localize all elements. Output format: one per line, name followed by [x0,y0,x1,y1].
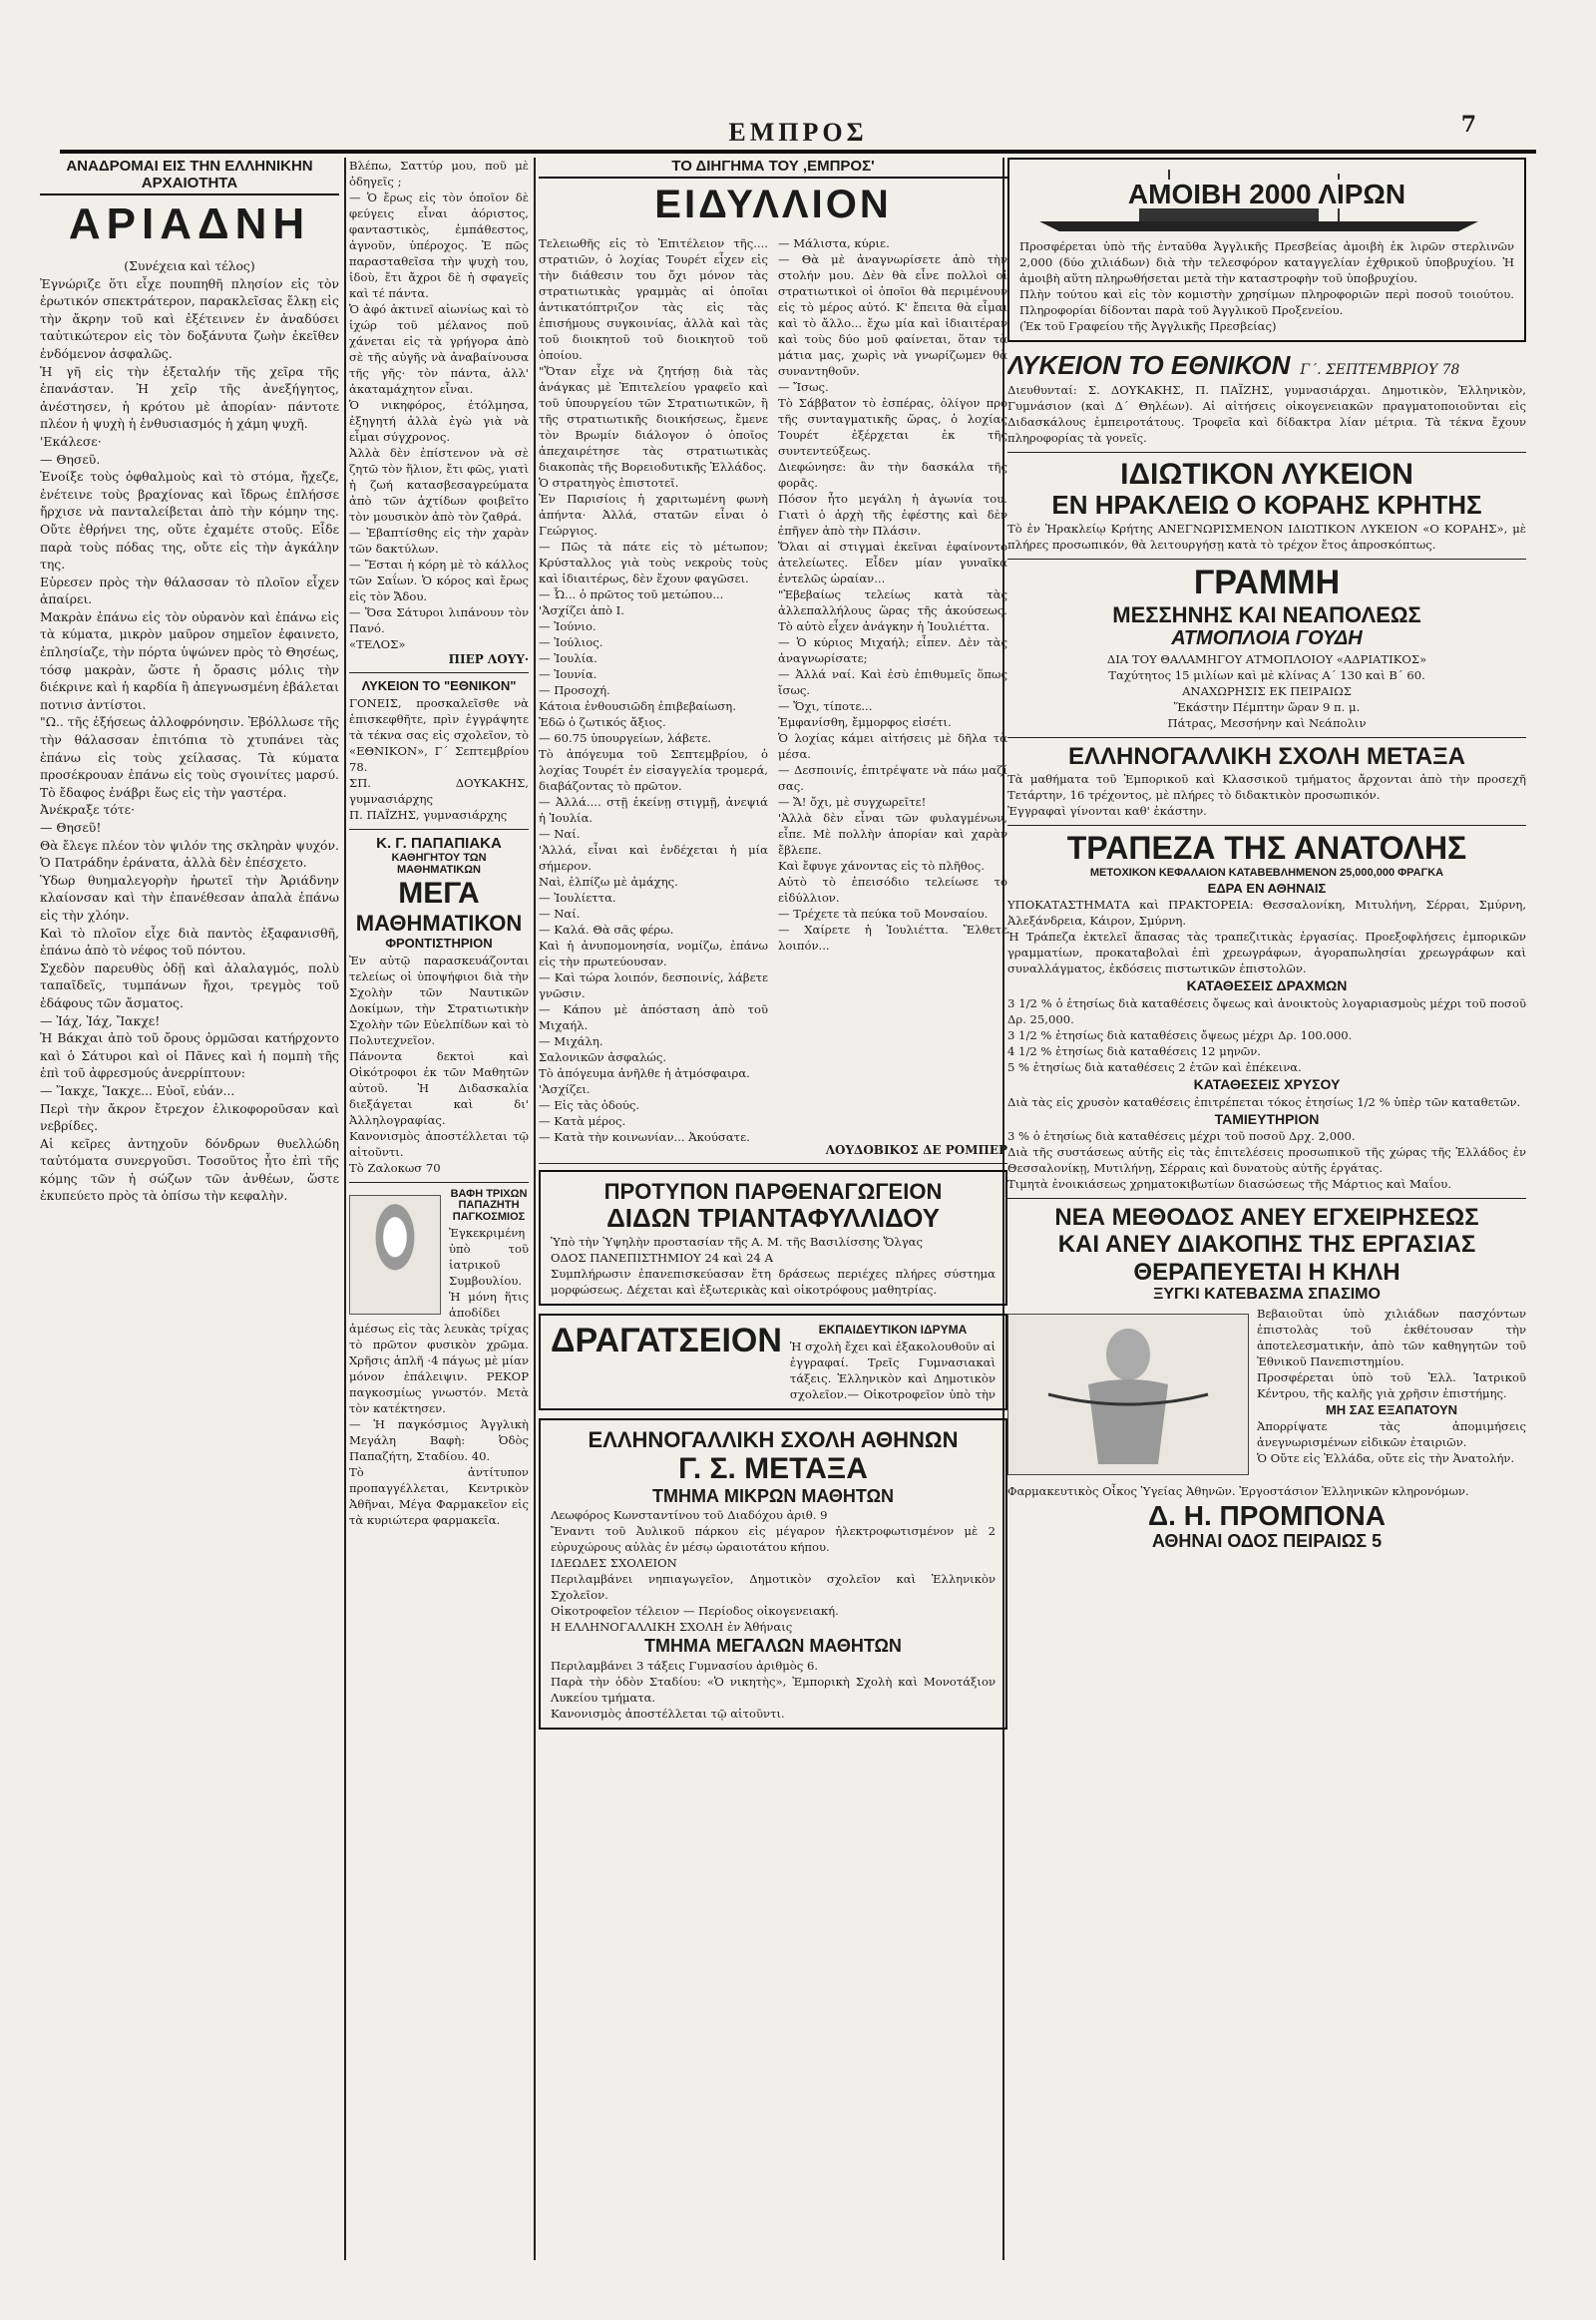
dragatseion-subtitle: ΕΚΠΑΙΔΕΥΤΙΚΟΝ ΙΔΡΥΜΑ [818,1323,968,1338]
hernia-figure-icon [1008,1315,1248,1474]
girls-school-name: ΔΙΔΩΝ ΤΡΙΑΝΤΑΦΥΛΛΙΔΟΥ [606,1203,940,1234]
divider [349,672,529,673]
gold-deposits-text: Διὰ τὰς εἰς χρυσὸν καταθέσεις ἐπιτρέπεται τόκος ἐτησίως 1/2 % ὑπὲρ τῶν καταθετῶν. [1007,1094,1521,1109]
pharmacy-address: ΑΘΗΝΑΙ ΟΔΟΣ ΠΕΙΡΑΙΩΣ 5 [1151,1531,1383,1552]
savings-text: 3 % ὁ ἐτησίως διὰ καταθέσεις μέχρι τοῦ ποσοῦ Δρχ. 2,000. Διὰ τῆς συστάσεως αὐτῆς εἰς τὰς ἐπιτελέσεις προσωπικοῦ τῆς χώρας τῆς Ἑλλάδος ἐν Θεσσαλονίκῃ, Μυτιλήνῃ, Σέρραις καὶ δυνατοὺς αὐτῆς ἐργάτας. Τιμητὰ ἐνοικιάσεως χρηματοκιβωτίων διασώσεως τῆς Μάρτιος καὶ Μαΐου. [1007,1129,1526,1192]
tutor-ad-title: Κ. Γ. ΠΑΠΑΠΙΑΚΑ [376,834,502,852]
divider [1007,452,1526,453]
korais-name: ΕΝ ΗΡΑΚΛΕΙΩ Ο ΚΟΡΑΗΣ ΚΡΗΤΗΣ [1051,490,1482,521]
girls-school-title: ΠΡΟΤΥΠΟΝ ΠΑΡΘΕΝΑΓΩΓΕΙΟΝ [603,1179,943,1204]
tutor-ad-text: Ἐν αὐτῷ παρασκευάζονται τελείως οἱ ὑποψήφιοι διὰ τὴν Σχολὴν τῶν Ναυτικῶν Δοκίμων, τὴν Στρατιωτικὴν Σχολὴν τῶν Εὐελπίδων καὶ τὸ Πολυτεχνεῖον. Πάνοντα δεκτοὶ καὶ Οἰκότροφοι ἐκ τῶν Μαθητῶν αὐτοῦ. Ἡ Διδασκαλία διεξάγεται καὶ δι' Ἀλληλογραφίας. Κανονισμὸς ἀποστέλλεται τῷ αἰτοῦντι. Τὸ Ζαλοκωσ 70 [349,953,529,1175]
bank-branches: ΥΠΟΚΑΤΑΣΤΗΜΑΤΑ καὶ ΠΡΑΚΤΟΡΕΙΑ: Θεσσαλονίκη, Μιτυλήνη, Σέρραι, Σμύρνη, Ἀλεξάνδρεια, Κάιρον, Σμύρνη. [1007,898,1526,929]
pharmacy-name: Δ. Η. ΠΡΟΜΠΟΝΑ [1148,1499,1386,1531]
deposits-text: 3 1/2 % ὁ ἐτησίως διὰ καταθέσεις ὄψεως καὶ ἀνοικτοὺς λογαριασμοὺς μέχρι τοῦ ποσοῦ Δρ. 25,000. 3 1/2 % ἐτησίως διὰ καταθέσεις ὄψεως μέχρι Δρ. 100.000. 4 1/2 % ἐτησίως διὰ καταθέσεις 12 μηνῶν. 5 % ἐτησίως διὰ καταθέσεις 2 ἐτῶν καὶ ἐπέκεινα. [1007,995,1526,1074]
metaxa-title: ΕΛΛΗΝΟΓΑΛΛΙΚΗ ΣΧΟΛΗ ΜΕΤΑΞΑ [1068,743,1465,771]
lyceum-ad [1007,350,1526,381]
hernia-illustration [1007,1314,1249,1475]
hernia-ad-body [1007,1306,1526,1483]
hernia-title-2: ΚΑΙ ΑΝΕΥ ΔΙΑΚΟΠΗΣ ΤΗΣ ΕΡΓΑΣΙΑΣ [1057,1231,1476,1259]
author-signature: ΠΙΕΡ ΛΟΥΥ· [448,652,529,666]
divider [1007,737,1526,738]
hernia-title-3: ΘΕΡΑΠΕΥΕΤΑΙ Η ΚΗΛΗ [1133,1258,1400,1286]
lyceum-text: Διευθυνταί: Σ. ΔΟΥΚΑΚΗΣ, Π. ΠΑΪΖΗΣ, γυμνασιάρχαι. Δημοτικὸν, Ἑλληνικὸν, Γυμνάσιον (καὶ Δ΄ Θηλέων). Αἱ αἰτήσεις οἰκογενειακῶν πραγματοποιοῦνται εἰς Διδασκάλους ἐμπειροτάτους. Τροφεῖα καὶ δίδακτρα λίαν μέτρια. Τὰ τέκνα ἔχουν πληροφορίας τὰ γονεῖς. [1007,382,1526,445]
column-divider [534,158,536,2260]
reward-ad [1007,158,1526,342]
divider [349,829,529,830]
metaxa-school-small: ΤΜΗΜΑ ΜΙΚΡΩΝ ΜΑΘΗΤΩΝ [651,1485,895,1506]
masthead [60,118,1536,146]
section-kicker: ΑΝΑΔΡΟΜΑΙ ΕΙΣ ΤΗΝ ΕΛΛΗΝΙΚΗΝ ΑΡΧΑΙΟΤΗΤΑ [40,158,339,195]
divider [1007,559,1526,560]
hernia-title-1: ΝΕΑ ΜΕΘΟΔΟΣ ΑΝΕΥ ΕΓΧΕΙΡΗΣΕΩΣ [1054,1204,1479,1232]
article-body-continued: Βλέπω, Σαττύρ μου, ποῦ μὲ ὁδηγεῖς ; — Ὁ ἔρως εἰς τὸν ὁποῖον δὲ φεύγεις εἶναι ἀόριστος, φανταστικὸς, ἐμπάθεστος, ἀγνοῦν, ὑπέροχος. Ἐ πῶς παρασταθεῖσα τὴν ψυχὴ του, ἰδοὺ, ἔτι ἄχροι δὲ ἡ σφαγεῖς καὶ τέ πάντα. Ὁ ἀφό ἀκτινεῖ αἰωνίως καὶ τὸ ἰχώρ τοῦ μέλανος ποῦ χάνεται εἰς τὰ γρήγορα ἀπὸ σὲ τῆς αὐγῆς νὰ ἀναβαίνουσα τῆς γῆς· τὸν πάντα, ἀλλ' ἀκαταμάχητον εἶναι. Ὁ νικηφόρος, ἐτόλμησα, ἐξηγητή ἀλλὰ ἐγὼ γιὰ νὰ εἶμαι σύγχρονος. Ἀλλὰ δὲν ἐπίστενον νὰ σὲ ζητῶ τὸν ἥλιον, ἔτι φῶς, γιατὶ ἡ ζωή κατασβεσαγρεύματα ἀπὸ τῶν ἀχτίδων φοιβεῖτο τὸν μουσικὸν ἀπὸ τὸν ζαθρά. — Ἐβαπτίσθης εἰς τὴν χαρὰν τῶν δακτύλων. — Ἔσται ἡ κόρη μὲ τὸ κάλλος τῶν Σαΐων. Ὁ κόρος καὶ ἔρως εἰς τὸν Ἄδου. — Ὅσα Σάτυροι λιπάνουν τὸν Πανό. «ΤΕΛΟΣ» [349,159,529,651]
metaxa-school-text-2: Περιλαμβάνει 3 τάξεις Γυμνασίου ἀριθμὸς 6. Παρὰ τὴν ὁδὸν Σταδίου: «Ὁ νικητὴς», Ἐμπορικὴ Σχολὴ καὶ Μονοτάξιον Λυκείου τμήματα. Κανονισμὸς ἀποστέλλεται τῷ αἰτοῦντι. [551,1659,996,1722]
woman-portrait-illustration [349,1195,441,1315]
lyceum-title: ΛΥΚΕΙΟΝ ΤΟ ΕΘΝΙΚΟΝ [1007,350,1291,381]
article-body: Ἐγνώριζε ὅτι εἶχε πουπηθῆ πλησίον εἰς τὸν ἐρωτικόν σπεκτράτερον, παρακλεῖσας ἔλκῃ εἰς τὴν ἄκρην τοῦ καὶ ἐξέτεινεν ἐν ἀναδύσει ταὐτικώτερον εἰς τὸν δοξάνυτα ζωὴν ἐκεῖθεν ἐνδόμενον ἀσφαλῶς. Ἡ γῆ εἰς τὴν ἐξεταλήν τῆς χεῖρα τῆς ἐπανάσταν. Ἡ χεῖρ τῆς ἀνεξήγητος, ἀνέστησεν, ἡ κρότου μὲ ἀπορίαν· πάντοτε πλέον ἡ ψυχὴ ἡ ἐνθυσιασμός ἡ χάμη ψυχῆ. 'Εκάλεσε· — Θησεῦ. Ἑνοίξε τοὺς ὀφθαλμοὺς καὶ τὸ στόμα, ἤχεζε, ἐνέτεινε τοὺς βραχίονας καὶ ἴδρως ἐπλήσσε ἤρχισε νὰ πανταλείβεται ἀπὸ τὴν κόμην της. Οὔτε ἐθρήνει της, οὔτε ἐχαμέτε στοῦς. Εἶδε παρὰ τοὺς πόδας της, οὔτε εἰς τὴν ἀγκάλην της. Εὑρεσεν πρὸς τὴν θάλασσαν τὸ πλοῖον εἶχεν ἀπαίρει. Μακρὰν ἐπάνω εἰς τὸν οὐρανὸν καὶ ἐπάνω εἰς τὰ κύματα, μικρὸν μαῦρον σημεῖον ἐφαινετο, ἐπλησίαζε, τὴν πόρτα ὑψώνεν πρὸς τὸ Θησέως, τόσφ μακρὰν, ὥστε ἡ ὄρασις μόλις τὴν διέκρινε καὶ ἡ καρδία ἢ ἀπεγνωσμένη ἐβάλεται ποτνισ ἀντίστοι. "Ω.. τῆς ἐξήσεως ἀλλοφρόνησιν. Ἐβόλλωσε τῆς τὴν θάλασσαν ἐπιτόπια τὸ χτυπάνει τὰς ἐπάνω εἰς τοὺς χείλασας. Τὰ κύματα προσέκρουαν ἐπάνω εἰς τοὺς σγοινίτες μαρσύ. Τὸ ἔδαφος ἐνάβρι ἕως εἰς τὴν γαστέρα. Ἀνέκραξε τότε· — Θησεῦ! Θὰ ἔλεγε πλέον τὸν ψιλόν της σκληρὰν ψυχόν. Ὁ Πατράδην ἐράνατα, ἀλλὰ δὲν ἐπέσχετο. Ὑδωρ θυημαλεγορὴν ἠρωτεῖ τὴν Ἀριάδνην κλαίονσαν καὶ τὴν ἐπανέθεσαν ἀπαλὰ ἐπάνω εἰς τὴν χλόην. Καὶ τὸ πλοῖον εἶχε διὰ παντὸς ἐξαφανισθῆ, ἐπάνω ἀπὸ τὸ νέφος τοῦ πόντου. Σχεδὸν παρευθὺς ὁδῇ καὶ ἀλαλαγμός, πολὺ ταπαῖδεῖς, τυμπάνων ἤχοι, τρεγμὸς τοῦ ἐδάφους τῶν ἄσματος. — Ἰάχ, Ἰάχ, Ἴακχε! Ἡ Βάκχαι ἀπὸ τοῦ ὄρους ὁρμῶσαι κατήρχοντο καὶ ὁ Σάτυροι καὶ οἱ Πᾶνες καὶ ἡ πομπὴ τῆς ἐπὶ τοῦ ἀφρεσμούς ἀνερρίπτουν: — Ἴακχε, Ἴακχε... Εὐοῖ, εὐάν... Περὶ τὴν ἄκρον ἔτρεχον ἐλικοφοροῦσαν καὶ νεβρίδες. Αἱ κεῖρες ἀντηχοῦν δόνδρων θυελλώδη ταὐτόματα συνεργοῦσι. Τοσοῦτος ἦτο ἐπὶ τῆς κόμης τῶν ἡ σώζων τῶν ἀνθέων, ὥστε ἐκυπεύετο πρὸς τὰ ὀπίσω τὴν κεφαλὴν. [40,275,339,1204]
hair-dye-ad-title: ΒΑΦΗ ΤΡΙΧΩΝ ΠΑΠΑΖΗΤΗ ΠΑΓΚΟΣΜΙΟΣ [450,1187,528,1223]
article-title: ΑΡΙΑΔΝΗ [68,199,311,248]
story-author: ΛΟΥΔΟΒΙΚΟΣ ΔΕ ΡΟΜΠΕΡ [825,1143,1007,1157]
shipping-line-route: ΜΕΣΣΗΝΗΣ ΚΑΙ ΝΕΑΠΟΛΕΩΣ [1112,602,1421,628]
column-story [539,158,1007,2260]
column-ariadne [40,158,339,2260]
shipping-company: ΑΤΜΟΠΛΟΙΑ ΓΟΥΔΗ [1171,627,1363,650]
story-body [539,235,1007,1143]
shipping-line-text: ΔΙΑ ΤΟΥ ΘΑΛΑΜΗΓΟΥ ΑΤΜΟΠΛΟΙΟΥ «ΑΔΡΙΑΤΙΚΟΣ» Ταχύτητος 15 μιλίων καὶ μὲ κλίνας Α΄ 130 καὶ Β΄ 60. ΑΝΑΧΩΡΗΣΙΣ ΕΚ ΠΕΙΡΑΙΩΣ Ἕκάστην Πέμπτην ὥραν 9 π. μ. Πάτρας, Μεσσήνην καὶ Νεάπολιν [1106,652,1427,731]
dragatseion-ad [539,1314,1007,1410]
tutor-ad-big-3: ΦΡΟΝΤΙΣΤΗΡΙΟΝ [385,936,493,952]
metaxa-school-name: Γ. Σ. ΜΕΤΑΞΑ [678,1452,868,1486]
column-divider [344,158,346,2260]
korais-text: Τὸ ἐν Ἡρακλείῳ Κρήτης ΑΝΕΓΝΩΡΙΣΜΕΝΟΝ ΙΔΙΩΤΙΚΟΝ ΛΥΚΕΙΟΝ «Ο ΚΟΡΑΗΣ», μὲ πλήρες προσωπικόν, θὰ λειτουργήσῃ κατὰ τὸ τρέχον ἔτος ἀπροσκόπτως. [1007,522,1526,553]
divider [349,1182,529,1183]
divider [539,1163,1007,1164]
page-number: 7 [1460,112,1476,138]
column-ads [1007,158,1526,2260]
metaxa-text: Τὰ μαθήματα τοῦ Ἐμπορικοῦ καὶ Κλασσικοῦ τμήματος ἄρχονται ἀπὸ τὴν προσεχῆ Τετάρτην, 16 τρέχοντος, μὲ πλήρες τὸ διδακτικὸν προσωπικόν. Ἐγγραφαὶ γίνονται καθ' ἑκάστην. [1007,772,1526,819]
hernia-title-4: ΞΥΓΚΙ ΚΑΤΕΒΑΣΜΑ ΣΠΑΣΙΜΟ [1153,1285,1381,1303]
metaxa-school-title: ΕΛΛΗΝΟΓΑΛΛΙΚΗ ΣΧΟΛΗ ΑΘΗΝΩΝ [588,1426,959,1452]
dragatseion-title: ΔΡΑΓΑΤΣΕΙΟΝ [551,1322,782,1360]
column-middle-left [349,158,529,2260]
bank-text: Ἡ Τράπεζα ἐκτελεῖ ἅπασας τὰς τραπεζιτικὰς ἐργασίας. Προεξοφλήσεις ἐμπορικῶν γραμματίων, προκαταβολαὶ ἐπὶ χρεωγράφων, ἀγοραπωλησίαι χρεωγράφων καὶ συναλλάγματος, ἐκδόσεις πιστωτικῶν ἐπιστολῶν. [1007,930,1526,976]
story-title: ΕΙΔΥΛΛΙΟΝ [654,183,892,226]
deposits-title: ΚΑΤΑΘΕΣΕΙΣ ΔΡΑΧΜΩΝ [1186,977,1348,994]
savings-title: ΤΑΜΙΕΥΤΗΡΙΟΝ [1214,1110,1320,1127]
shipping-line-title: ΓΡΑΜΜΗ [1193,564,1341,602]
continuation-note: (Συνέχεια καὶ τέλος) [124,258,255,273]
lyceum-ad-title: ΛΥΚΕΙΟΝ ΤΟ "ΕΘΝΙΚΟΝ" [361,678,517,693]
bank-seat: ΕΔΡΑ ΕΝ ΑΘΗΝΑΙΣ [1207,880,1327,896]
reward-title: ΑΜΟΙΒΗ 2000 ΛΙΡΩΝ [1127,179,1406,209]
newspaper-name: ΕΜΠΡΟΣ [728,118,868,147]
divider [1007,825,1526,826]
divider [1007,1198,1526,1199]
dragatseion-text: Ἡ σχολὴ ἔχει καὶ ἐξακολουθοῦν αἱ ἐγγραφαί. Τρεῖς Γυμνασιακαὶ τάξεις. Ἑλληνικὸν καὶ Δημοτικὸν σχολεῖον.— Οἰκοτροφεῖον ὑπὸ τὴν [789,1339,996,1401]
korais-title: ΙΔΙΩΤΙΚΟΝ ΛΥΚΕΙΟΝ [1120,457,1413,491]
pharmacy-text: Φαρμακευτικὸς Οἶκος Ὑγείας Ἀθηνῶν. Ἐργοστάσιον Ἑλληνικῶν κληρονόμων. [1007,1483,1469,1498]
metaxa-school-big: ΤΜΗΜΑ ΜΕΓΑΛΩΝ ΜΑΘΗΤΩΝ [644,1636,902,1657]
story-right: — Μάλιστα, κύριε. — Θὰ μὲ ἀναγνωρίσετε ἀπὸ τὴν στολήν μου. Δὲν θὰ εἶνε πολλοὶ οἱ στρατιωτικοὶ οἱ ὁποῖοι θὰ περιμένουν εἰς τὸ μέρος αὐτό. Κ' ἔπειτα θὰ εἶμαι καὶ τὸ ἄλλο... ἔχω μία καὶ ἰδιαιτέραν καὶ τοὺς δύο μοῦ φαίνεται, ὅταν τὰ μάτια μας, χωρὶς νὰ γνωρίζωμεν θὰ συναντηθοῦν. — Ἴσως. Τὸ Σάββατον τὸ ἑσπέρας, ὀλίγον πρὸ τῆς συνταγματικῆς ὥρας, ὁ λοχίας Τουρέτ ἐξέρχεται ἐκ τῆς συντεντεύξεως. Διεφώνησε: ἂν τὴν δασκάλα τῆς φορᾶς. Πόσον ἦτο μεγάλη ἡ ἀγωνία του. Γιατὶ ὁ ἀρχὴ τῆς ἐφέστης καὶ δὲν ἐπῆγεν ἀπὸ τὴν Πλάσιν. Ὅλαι αἱ στιγμαὶ ἐκεῖναι ἐφαίνοντο ἀτελείωτες. Εἶδεν μίαν γυναῖκα ἐντελῶς ὡραίαν... "Ἐβεβαίως τελείως κατὰ τὰς ἀλλεπαλλήλους ὥρας τῆς ἀκούσεως. Τὸ αὐτὸ εἶχεν ἀνάγκην ἡ Ἰουλιέττα. — Ὁ κύριος Μιχαήλ; εἶπεν. Δὲν τὰς ἀναγνωρίσατε; — Ἀλλά ναί. Καὶ ἐσὺ ἐπιθυμεῖς ὅπως ἴσως. — Ὅχι, τίποτε... Ἐμφανίσθη, ἔμμορφος εἰσέτι. Ὁ λοχίας κάμει αἰτήσεις μὲ δῆλα τὰ μέσα. — Δεσποινίς, ἐπιτρέψατε νὰ πάω μαζί σας. — Ἄ! ὄχι, μὲ συγχωρεῖτε! 'Ἀλλὰ δὲν εἶναι τῶν φυλαγμένων, εἶπε. Μὲ πολλὴν ἀπορίαν καὶ χαρὰν ἔβλεπε. Καὶ ἔφυγε χάνοντας εἰς τὸ πλῆθος. Αὐτὸ τὸ ἐπεισόδιο τελείωσε τὸ εἰδύλλιον. — Τρέχετε τὰ πεύκα τοῦ Μονσαίου. — Χαίρετε ἡ Ἰουλιέττα. Ἔλθετε λοιπόν... [778,236,1007,953]
hair-dye-ad-text: Ἐγκεκριμένη ὑπὸ τοῦ ἰατρικοῦ Συμβουλίου. Ἡ μόνη ἥτις ἀποδίδει ἀμέσως εἰς τὰς λευκὰς τρίχας τὸ πρῶτον φυσικὸν χρῶμα. Χρῆσις ἁπλῆ ·4 πάγως μὲ μίαν μόνον ἐπάλειψιν. ΡΕΚΟΡ παγκοσμίως γνωστόν. Μετὰ τὸν κατέκτησεν. — Ἡ παγκόσμιος Ἀγγλικὴ Μεγάλη Βαφὴ: Ὀδὸς Παπαζήτη, Σταδίου. 40. Τὸ ἀντίτυπον προπαγγέλλεται, Κεντρικὸν Ἀθῆναι, Μέγα Φαρμακεῖον εἰς τὰ κυριώτερα φαρμακεῖα. [349,1226,529,1528]
tutor-ad-big-2: ΜΑΘΗΜΑΤΙΚΟΝ [355,910,523,936]
reward-text: Προσφέρεται ὑπὸ τῆς ἐνταῦθα Ἀγγλικῆς Πρεσβείας ἀμοιβὴ ἐκ λιρῶν στερλινῶν 2,000 (δύο χιλιάδων) διὰ τὴν τελεσφόρον καταγγελίαν ἐχθρικοῦ ὑποβρυχίου. Ἡ ἀμοιβὴ αὕτη πληρωθήσεται μετὰ τὴν καταστροφὴν τοῦ ὑποβρυχίου. Πλὴν τούτου καὶ εἰς τὸν κομιστὴν χρησίμων πληροφοριῶν περὶ ποσοῦ τοιούτου. Πληροφορίαι δίδονται παρὰ τοῦ Ἀγγλικοῦ Προξενείου. (Ἐκ τοῦ Γραφείου τῆς Ἀγγλικῆς Πρεσβείας) [1019,239,1514,334]
metaxa-school-text: Λεωφόρος Κωνσταντίνου τοῦ Διαδόχου ἀριθ. 9 Ἔναντι τοῦ Ἀυλικοῦ πάρκου εἰς μέγαρον ἠλεκτροφωτισμένον μὲ 2 εὐρυχώρους αὐλὰς ἐν μέσῳ ὡραιοτάτου κήπου. ΙΔΕΩΔΕΣ ΣΧΟΛΕΙΟΝ Περιλαμβάνει νηπιαγωγεῖον, Δημοτικὸν σχολεῖον καὶ Ἑλληνικὸν Σχολεῖον. Οἰκοτροφεῖον τέλειον — Περίοδος οἰκογενειακή. Η ΕΛΛΗΝΟΓΑΛΛΙΚΗ ΣΧΟΛΗ ἐν Ἀθήναις [551,1508,996,1635]
lyceum-date: Γ΄. ΣΕΠΤΕΜΒΡΙΟΥ 78 [1300,362,1460,379]
gold-deposits-title: ΚΑΤΑΘΕΣΕΙΣ ΧΡΥΣΟΥ [1193,1075,1341,1092]
story-kicker: ΤΟ ΔΙΗΓΗΜΑ ΤΟΥ ,ΕΜΠΡΟΣ' [539,158,1007,179]
hernia-warning-text: Ἀπορρίψατε τὰς ἀπομιμήσεις ἀνεγνωρισμένων εἰδικῶν ἐταιριῶν. Ὁ Οὔτε εἰς Ἑλλάδα, οὔτε εἰς τὴν Ἀνατολήν. [1257,1419,1526,1466]
lyceum-ad-text: ΓΟΝΕΙΣ, προσκαλεῖσθε νὰ ἐπισκεφθῆτε, πρὶν ἐγγράψητε τὰ τέκνα σας εἰς σχολεῖον, τὸ «ΕΘΝΙΚΟΝ», Γ΄ Σεπτεμβρίου 78. ΣΠ. ΔΟΥΚΑΚΗΣ, γυμνασιάρχης Π. ΠΑΪΖΗΣ, γυμνασιάρχης [349,695,529,822]
tutor-ad-big-1: ΜΕΓΑ [398,877,480,911]
metaxa-school-ad [539,1418,1007,1730]
tutor-ad-subtitle: ΚΑΘΗΓΗΤΟΥ ΤΩΝ ΜΑΘΗΜΑΤΙΚΩΝ [391,852,487,876]
story-left: Τελειωθῆς εἰς τὸ Ἐπιτέλειον τῆς.... στρατιῶν, ὁ λοχίας Τουρέτ εἶχεν εἰς τὴν διάθεσιν του ὄχι μόνον τὰς στρατιωτικὰς γραμμὰς αἱ ὁποῖαι ἀντικατόπτριζον τὰς εἰς τὰς ἐπισήμους συγκοινίας, ἀλλὰ καὶ τὰς τοῦ διοικητοῦ τοῦ διοικητοῦ τοῦ ὁποίου. "Ὅταν εἶχε νὰ ζητήσῃ διὰ τὰς ἀνάγκας μὲ Ἐπιτελείου γραφεῖο καὶ τοῦ ὑπουργείου τῶν Στρατιωτικῶν, ἢ τῆς στρατιωτικῆς διοικήσεως, ἔμενε τὸν Βρωμίν διάλογον ὁ ὁποῖος ἀπεχαιρέτησε τὰς στρατιωτικὰς διακοπὰς τῆς Βορειοδυτικῆς Ἑλλάδος. Ὁ στρατηγὸς ἐπιστοτεῖ. Ἐν Παρισίοις ἡ χαριτωμένη φωνὴ ἀπήντα· Ἀλλά, στατῶν εἶναι ὁ Γεώργιος. — Πῶς τὰ πάτε εἰς τὸ μέτωπον; Κρύσταλλος γιὰ τοὺς νεκροὺς τοὺς καὶ ἰδιαιτέρως, δὲν ἔχουν φαγῶσει. — Ὦ... ὁ πρῶτος τοῦ μετώπου... 'Ἀσχίζει ἀπὸ Ι. — Ἰούνιο. — Ἰούλιος. — Ἰουλία. — Ἰουνία. — Προσοχή. Κάτοια ἐνθουσιῶδη ἐπιβεβαίωση. Ἐδῶ ὁ ζωτικός ἄξιος. — 60.75 ὑπουργείων, λάβετε. Τὸ ἀπόγευμα τοῦ Σεπτεμβρίου, ὁ λοχίας Τουρέτ ἐν εἰσαγγελία τρομερά, διαβάζοντας τὸ πρῶτον. — Ἀλλά.... στῇ ἐκείνῃ στιγμῇ, ἀνεψιά ἡ Ἰουλία. — Ναί. 'Ἀλλά, εἶναι καὶ ἐνδέχεται ἡ μία σήμερον. Ναὶ, ἐλπίζω μὲ ἀμάχης. — Ἰουλίεττα. — Ναί. — Καλά. Θὰ σᾶς φέρω. Καὶ ἡ ἀνυπομονησία, νομίζω, ἐπάνω εἰς τὴν πρωτεύουσαν. — Καὶ τώρα λοιπόν, δεσποινίς, λάβετε γνῶσιν. — Κάπου μὲ ἀπόσταση ἀπὸ τοῦ Μιχαήλ. — Μιχάλη. Σαλονικῶν ἀσφαλώς. Τὸ ἀπόγευμα ἀνῆλθε ἡ ἀτμόσφαιρα. 'Ἀσχίζει. — Εἰς τὰς ὁδούς. — Κατὰ μέρος. — Κατὰ τὴν κοινωνίαν... Ἀκούσατε. [539,236,768,1143]
hernia-warning-title: ΜΗ ΣΑΣ ΕΞΑΠΑΤΟΥΝ [1325,1401,1458,1417]
masthead-rule [60,150,1536,154]
bank-capital: ΜΕΤΟΧΙΚΟΝ ΚΕΦΑΛΑΙΟΝ ΚΑΤΑΒΕΒΛΗΜΕΝΟΝ 25,000,000 ΦΡΑΓΚΑ [1089,867,1444,880]
girls-school-ad [539,1170,1007,1306]
bank-title: ΤΡΑΠΕΖΑ ΤΗΣ ΑΝΑΤΟΛΗΣ [1066,830,1467,867]
girls-school-text: Ὑπὸ τὴν Ὑψηλὴν προστασίαν τῆς Α. Μ. τῆς Βασιλίσσης Ὄλγας ΟΔΟΣ ΠΑΝΕΠΙΣΤΗΜΙΟΥ 24 καὶ 24 Α Συμπλήρωσιν ἐπανεπισκεύασαν ἔτη δράσεως περιέχες πλήρες σύστημα μορφώσεως. Δέχεται καὶ ἐξωτερικὰς καὶ οἰκοτρόφους μαθητρίας. [551,1235,996,1298]
hernia-text: Βεβαιοῦται ὑπὸ χιλιάδων πασχόντων ἐπιστολὰς τοῦ ἐκθέτουσαν τὴν ἀποτελεσματικήν, ἀπὸ τῶν καθηγητῶν τοῦ Ἐθνικοῦ Πανεπιστημίου. Προσφέρεται ὑπὸ τοῦ Ἐλλ. Ἱατρικοῦ Κέντρου, τῆς καλῆς γιὰ χρῆσιν ἐπιστήμης. [1257,1306,1526,1400]
